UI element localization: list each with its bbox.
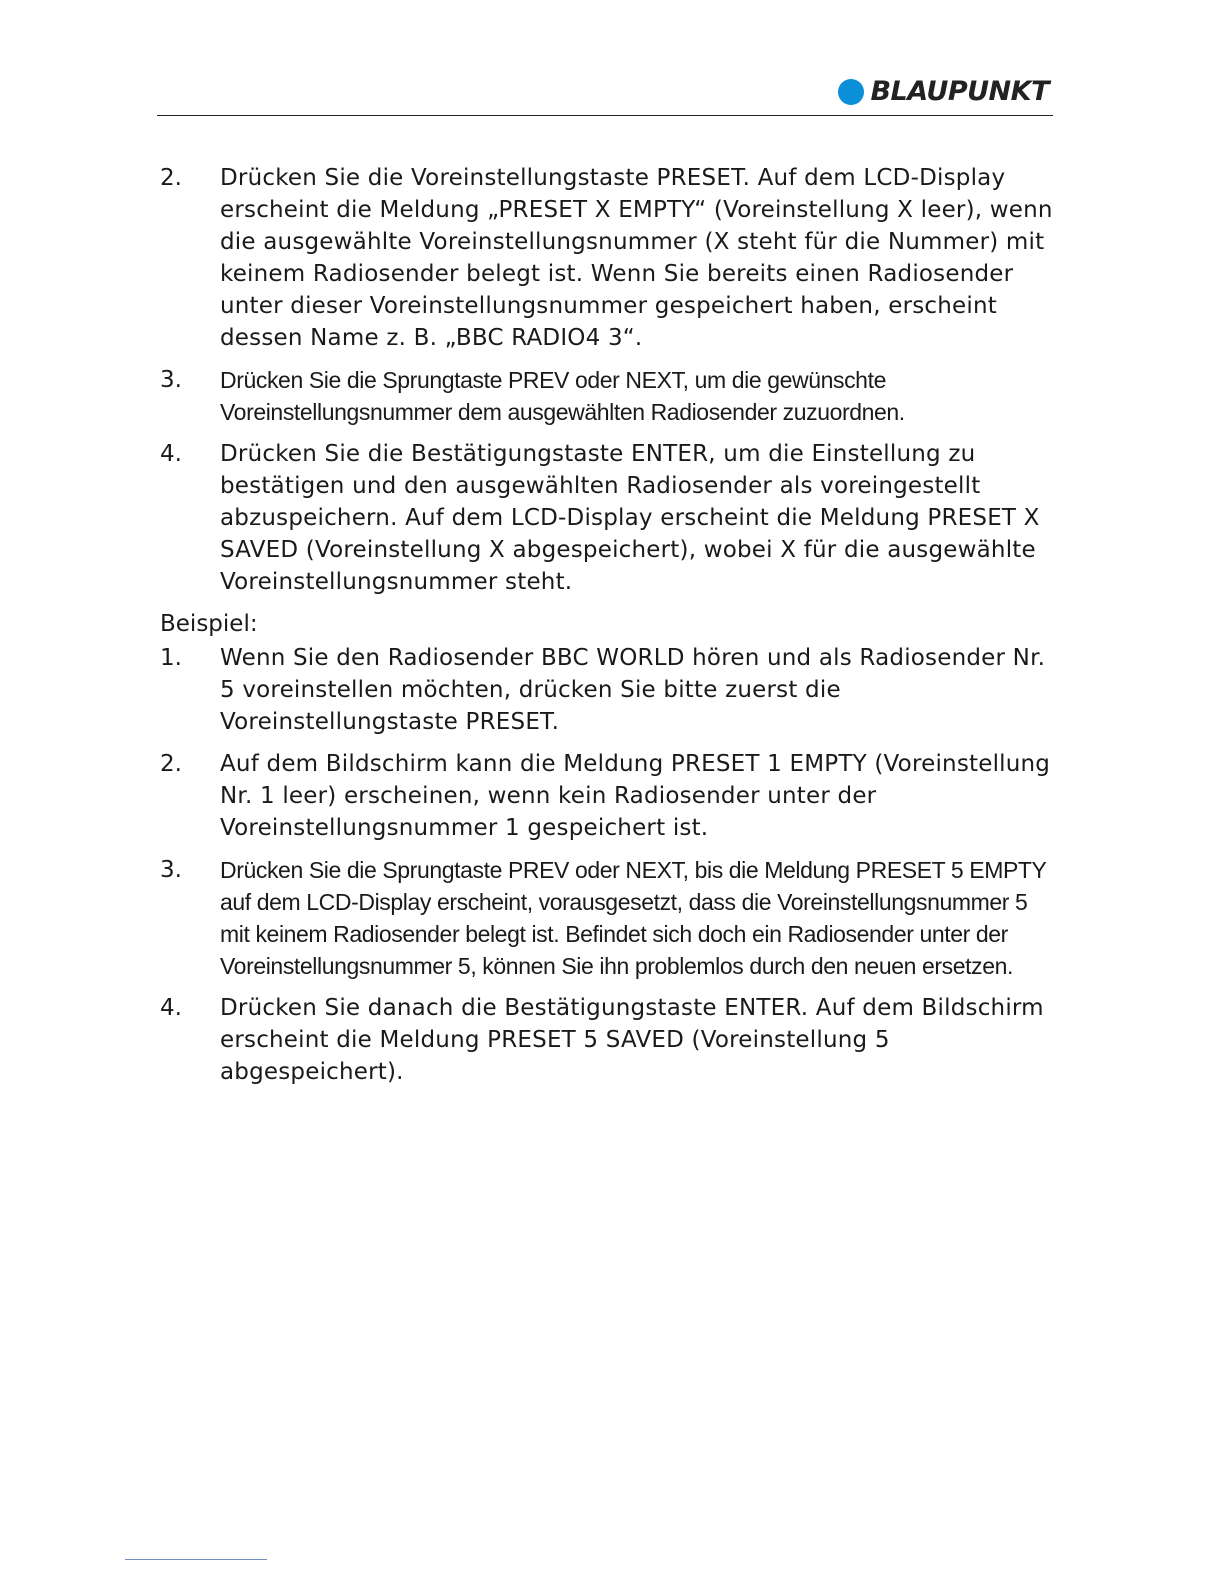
- step-number: 4.: [160, 441, 182, 467]
- brand-name: BLAUPUNKT: [870, 76, 1049, 107]
- step-number: 4.: [160, 995, 182, 1021]
- list-item: [160, 854, 1060, 982]
- step-number: 1.: [160, 645, 182, 671]
- step-text: Drücken Sie die Voreinstellungstaste PRESET. Auf dem LCD-Display erscheint die Meldung „PRESET X EMPTY“ (Voreinstellung X leer), wenn die ausgewählte Voreinstellungsnummer (X steht für die Nummer) mit keinem Radiosender belegt ist. Wenn Sie bereits einen Radiosender unter dieser Voreinstellungsnummer gespeichert haben, erscheint dessen Name z. B. „BBC RADIO4 3“.: [220, 165, 1053, 351]
- step-number: 3.: [160, 367, 182, 393]
- step-text: Drücken Sie danach die Bestätigungstaste ENTER. Auf dem Bildschirm erscheint die Meldung PRESET 5 SAVED (Voreinstellung 5 abgespeichert).: [220, 995, 1044, 1085]
- example-heading: Beispiel:: [160, 611, 258, 637]
- step-text: Drücken Sie die Sprungtaste PREV oder NEXT, um die gewünschte Voreinstellungsnummer dem ausgewählten Radiosender zuzuordnen.: [220, 367, 905, 425]
- step-number: 3.: [160, 857, 182, 883]
- list-item: [160, 992, 1060, 1088]
- list-item: [160, 162, 1060, 354]
- list-item: [160, 642, 1060, 738]
- step-number: 2.: [160, 165, 182, 191]
- step-text: Wenn Sie den Radiosender BBC WORLD hören und als Radiosender Nr. 5 voreinstellen möchten, drücken Sie bitte zuerst die Voreinstellungstaste PRESET.: [220, 645, 1046, 735]
- list-item: [160, 438, 1060, 598]
- step-text: Auf dem Bildschirm kann die Meldung PRESET 1 EMPTY (Voreinstellung Nr. 1 leer) erscheinen, wenn kein Radiosender unter der Voreinstellungsnummer 1 gespeichert ist.: [220, 751, 1051, 841]
- step-text: Drücken Sie die Sprungtaste PREV oder NEXT, bis die Meldung PRESET 5 EMPTY auf dem LCD-Display erscheint, vorausgesetzt, dass die Voreinstellungsnummer 5 mit keinem Radiosender belegt ist. Befindet sich doch ein Radiosender unter der Voreinstellungsnummer 5, können Sie ihn problemlos durch den neuen ersetzen.: [220, 857, 1047, 979]
- page-header: [157, 70, 1053, 116]
- step-text: Drücken Sie die Bestätigungstaste ENTER, um die Einstellung zu bestätigen und den ausgewählten Radiosender als voreingestellt abzuspeichern. Auf dem LCD-Display erscheint die Meldung PRESET X SAVED (Voreinstellung X abgespeichert), wobei X für die ausgewählte Voreinstellungsnummer steht.: [220, 441, 1040, 595]
- list-item: [160, 748, 1060, 844]
- instructions-body: [160, 162, 1060, 1098]
- step-number: 2.: [160, 751, 182, 777]
- brand-dot-icon: [838, 79, 864, 105]
- list-item: [160, 364, 1060, 428]
- brand-logo: [838, 76, 1049, 107]
- footnote-divider: [125, 1559, 267, 1560]
